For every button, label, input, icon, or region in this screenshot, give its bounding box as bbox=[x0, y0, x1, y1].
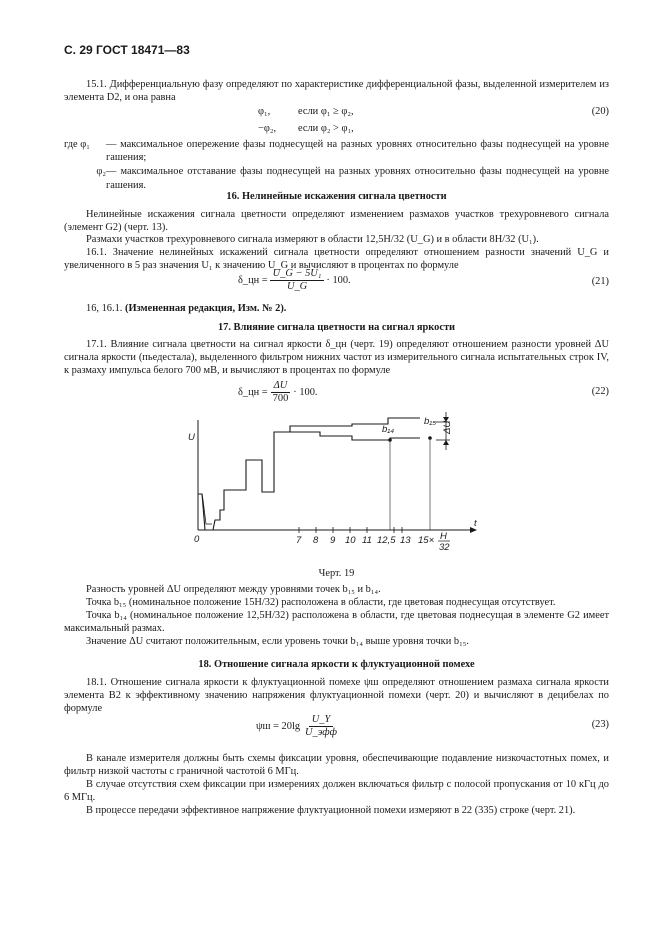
revision-note-refs: 16, 16.1. bbox=[86, 303, 123, 314]
tick-label-11: 11 bbox=[362, 535, 372, 546]
paragraph-figure-b: Точка b₁₅ (номинальное положение 15H/32) расположена в области, где цветовая поднесущая отсутствует. bbox=[86, 597, 556, 608]
equation-20-number: (20) bbox=[591, 106, 609, 117]
eq22-lhs: δ_цн = bbox=[238, 386, 268, 398]
equation-23-number: (23) bbox=[591, 719, 609, 730]
eq22-denominator: 700 bbox=[272, 393, 289, 404]
paragraph-figure-c: Точка b₁₄ (номинальное положение 12,5H/32) расположена в области, где цветовая поднесущая в элементе G2 имеет максимальный размах. bbox=[64, 610, 609, 635]
paragraph-17-1: 17.1. Влияние сигнала цветности на сигнал яркости δ_цн (черт. 19) определяют отношением разности уровней ΔU сигнала яркости (пьедестала), выделенного фильтром нижних частот из измерительного сигнала испытательных строк IV, к размаху импульса белого 700 мВ, и вычисляют в процентах по формуле bbox=[64, 339, 609, 377]
definition-term: где φ₁ bbox=[64, 139, 90, 150]
definition-text: — максимальное отставание фазы поднесущей на разных уровнях относительно фазы поднесущей на уровне гашения. bbox=[106, 166, 609, 191]
equation-23 bbox=[256, 714, 342, 739]
delta-label: ΔU bbox=[442, 420, 453, 434]
eq21-numerator: U_G − 5U₁ bbox=[270, 268, 325, 281]
eq23-fraction bbox=[302, 714, 340, 739]
eq22-tail: · 100. bbox=[293, 386, 318, 398]
revision-note-label: (Измененная редакция, Изм. № 2). bbox=[124, 303, 287, 314]
page-header: С. 29 ГОСТ 18471—83 bbox=[64, 43, 190, 57]
y-axis-label: U bbox=[188, 432, 195, 443]
tick-label-h: H bbox=[440, 531, 447, 542]
definition-list bbox=[64, 138, 609, 192]
eq20-row2-cond: если φ₂ > φ₁, bbox=[298, 123, 354, 135]
eq21-lhs: δ_цн = bbox=[238, 274, 268, 286]
equation-21 bbox=[238, 268, 351, 293]
delta-arrow-up bbox=[443, 440, 449, 445]
origin-label: 0 bbox=[194, 534, 200, 545]
paragraph-18-d: В процессе передачи эффективное напряжение флуктуационной помехи измеряют в 22 (335) строке (черт. 21). bbox=[86, 805, 576, 816]
eq21-tail: · 100. bbox=[326, 274, 351, 286]
paragraph-18-c: В случае отсутствия схем фиксации при измерениях должен включаться фильтр с полосой пропускания от 10 кГц до 6 МГц. bbox=[64, 779, 609, 804]
paragraph-16-1: 16.1. Значение нелинейных искажений сигнала цветности определяют отношением разности значений U_G и увеличенного в 5 раз значения U₁ к значению U_G и вычисляют в процентах по формуле bbox=[64, 247, 609, 272]
eq23-denominator: U_эфф bbox=[305, 727, 337, 738]
equation-22 bbox=[238, 380, 318, 405]
paragraph-figure-d: Значение ΔU считают положительным, если уровень точки b₁₄ выше уровня точки b₁₅. bbox=[86, 636, 469, 647]
section-17-title: 17. Влияние сигнала цветности на сигнал яркости bbox=[217, 322, 456, 333]
paragraph-16-a: Нелинейные искажения сигнала цветности определяют изменением размахов участков трехуровневого сигнала (элемент G2) (черт. 13). bbox=[64, 209, 609, 234]
equation-22-number: (22) bbox=[591, 386, 609, 397]
paragraph-15-1: 15.1. Дифференциальную фазу определяют по характеристике дифференциальной фазы, выделенной измерителем из элемента D2, и она равна bbox=[64, 79, 609, 104]
equation-20 bbox=[258, 105, 418, 135]
paragraph-18-1: 18.1. Отношение сигнала яркости к флуктуационной помехе ψш определяют отношением размаха сигнала яркости элемента B2 к эффективному значению напряжения флуктуационной помехи (черт. 20) и вычисляют в децибелах по формуле bbox=[64, 677, 609, 715]
tick-label-10: 10 bbox=[345, 535, 356, 546]
tick-label-12-5: 12,5 bbox=[377, 535, 396, 546]
eq20-row2-lhs: −φ₂, bbox=[258, 123, 277, 135]
revision-note bbox=[86, 302, 286, 315]
figure-19 bbox=[180, 410, 490, 560]
tick-label-8: 8 bbox=[313, 535, 319, 546]
tick-label-15x: 15× bbox=[418, 535, 435, 546]
definition-term: φ₂ bbox=[96, 166, 106, 178]
luminance-waveform-lower bbox=[290, 432, 420, 440]
eq21-fraction bbox=[270, 268, 325, 293]
eq21-denominator: U_G bbox=[286, 281, 308, 292]
definition-phi2 bbox=[64, 165, 609, 191]
section-18-title: 18. Отношение сигнала яркости к флуктуационной помехе bbox=[198, 659, 475, 670]
eq20-row1-cond: если φ₁ ≥ φ₂, bbox=[298, 106, 354, 117]
point-b14-label: b₁₄ bbox=[382, 424, 395, 435]
tick-label-7: 7 bbox=[296, 535, 302, 546]
t-axis-label: t bbox=[474, 518, 477, 529]
paragraph-figure-a: Разность уровней ΔU определяют между уровнями точек b₁₅ и b₁₄. bbox=[86, 584, 381, 595]
equation-21-number: (21) bbox=[591, 276, 609, 287]
paragraph-16-b: Размахи участков трехуровневого сигнала измеряют в области 12,5H/32 (U_G) и в области 8H/32 (U₁). bbox=[86, 234, 539, 245]
definition-phi1 bbox=[64, 138, 609, 164]
tick-label-32: 32 bbox=[439, 542, 450, 553]
eq22-fraction bbox=[270, 380, 292, 405]
eq23-lhs: ψш = 20lg bbox=[256, 720, 301, 732]
tick-label-13: 13 bbox=[400, 535, 411, 546]
eq23-numerator: U_Y bbox=[309, 714, 333, 727]
section-16-title: 16. Нелинейные искажения сигнала цветности bbox=[226, 191, 447, 202]
paragraph-18-b: В канале измерителя должны быть схемы фиксации уровня, обеспечивающие подавление низкочастотных помех, и фильтр низкой частоты с граничной частотой 6 МГц. bbox=[64, 753, 609, 778]
eq20-row1-lhs: φ₁, bbox=[258, 106, 271, 117]
eq22-numerator: ΔU bbox=[271, 380, 291, 393]
figure-19-caption: Черт. 19 bbox=[318, 568, 355, 579]
tick-label-9: 9 bbox=[330, 535, 336, 546]
definition-text: — максимальное опережение фазы поднесущей на разных уровнях относительно фазы поднесущей на уровне гашения; bbox=[106, 139, 609, 164]
point-b15-label: b₁₅ bbox=[424, 416, 437, 427]
